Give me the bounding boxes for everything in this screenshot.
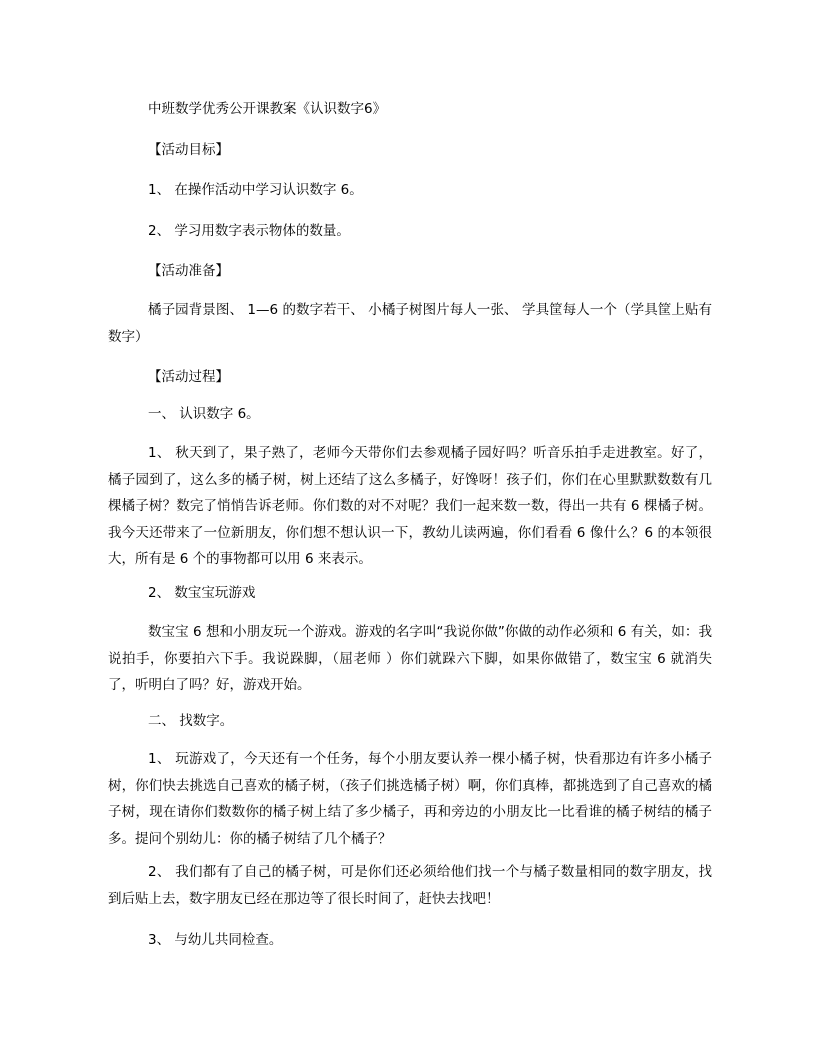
- part-2-heading: 二、 找数字。: [148, 713, 234, 729]
- part-1-heading: 一、 认识数字 6。: [148, 406, 260, 422]
- section-heading-goal: 【活动目标】: [148, 142, 229, 158]
- goal-item-1: 1、 在操作活动中学习认识数字 6。: [148, 182, 363, 198]
- part-1-paragraph-1: 1、 秋天到了，果子熟了，老师今天带你们去参观橘子园好吗？听音乐拍手走进教室。好了，橘子园到了，这么多的橘子树，树上还结了这么多橘子，好馋呀！孩子们，你们在心里默默数数有几棵橘子树？数完了悄悄告诉老师。你们数的对不对呢？我们一起来数一数，得出一共有 6 棵橘子树。我今天还带来了一位新朋友，你们想不想认识一下，教幼儿读两遍，你们看看 6 像什么？6 的本领很大，所有是 6 个的事物都可以用 6 来表示。: [108, 445, 712, 567]
- part-2-subheading-3: 3、 与幼儿共同检查。: [148, 932, 283, 948]
- part-1-subheading-2: 2、 数宝宝玩游戏: [148, 585, 256, 601]
- section-heading-prep: 【活动准备】: [148, 263, 229, 279]
- part-2-paragraph-2: 2、 我们都有了自己的橘子树，可是你们还必须给他们找一个与橘子数量相同的数字朋友，找到后贴上去，数字朋友已经在那边等了很长时间了，赶快去找吧！: [108, 864, 712, 907]
- prep-paragraph: 橘子园背景图、 1—6 的数字若干、 小橘子树图片每人一张、 学具筐每人一个（学具筐上贴有数字）: [108, 302, 712, 345]
- document-title: 中班数学优秀公开课教案《认识数字6》: [148, 101, 387, 117]
- part-2-paragraph-1: 1、 玩游戏了，今天还有一个任务，每个小朋友要认养一棵小橘子树，快看那边有许多小橘子树，你们快去挑选自己喜欢的橘子树，（孩子们挑选橘子树）啊，你们真棒，都挑选到了自己喜欢的橘子树，现在请你们数数你的橘子树上结了多少橘子，再和旁边的小朋友比一比看谁的橘子树结的橘子多。提问个别幼儿：你的橘子树结了几个橘子？: [108, 751, 712, 847]
- goal-item-2: 2、 学习用数字表示物体的数量。: [148, 223, 350, 239]
- section-heading-process: 【活动过程】: [148, 369, 229, 385]
- part-1-paragraph-2: 数宝宝 6 想和小朋友玩一个游戏。游戏的名字叫“我说你做”你做的动作必须和 6 有关，如：我说拍手，你要拍六下手。我说跺脚，（屈老师 ）你们就跺六下脚，如果你做错了，数宝宝 6 就消失了，听明白了吗？好，游戏开始。: [108, 624, 712, 693]
